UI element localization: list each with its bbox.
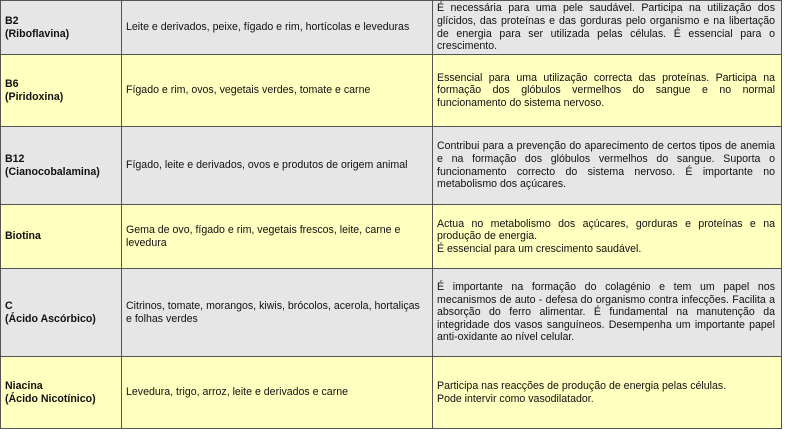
- vitamin-name-cell: [1, 269, 122, 357]
- function-cell: Essencial para uma utilização correcta das proteínas. Participa na formação dos glóbulos vermelhos do sangue e no normal funcionamento do sistema nervoso.: [433, 55, 782, 127]
- vitamin-name: B6: [5, 77, 19, 90]
- vitamin-name-cell: [1, 205, 122, 269]
- vitamin-name: Niacina: [5, 379, 43, 392]
- function-cell: [433, 205, 782, 269]
- vitamin-name: B12: [5, 152, 25, 165]
- function-text: É essencial para um crescimento saudável.: [437, 242, 642, 255]
- vitamin-name: C: [5, 299, 13, 312]
- table-row: [1, 127, 782, 205]
- vitamin-name-cell: [1, 55, 122, 127]
- function-cell: Contribui para a prevenção do aparecimento de certos tipos de anemia e na formação dos glóbulos vermelhos do sangue. Suporta o funcionamento correcto do sistema nervoso. É importante no metabolismo dos açúcares.: [433, 127, 782, 205]
- table-row: [1, 205, 782, 269]
- function-text: Pode intervir como vasodilatador.: [437, 392, 594, 405]
- food-sources-cell: Gema de ovo, fígado e rim, vegetais frescos, leite, carne e levedura: [122, 205, 433, 269]
- vitamin-chemical-name: (Ácido Nicotínico): [5, 392, 96, 405]
- food-sources-cell: Fígado, leite e derivados, ovos e produtos de origem animal: [122, 127, 433, 205]
- function-text: Participa nas reacções de produção de energia pelas células.: [437, 379, 727, 392]
- vitamin-name-cell: [1, 1, 122, 55]
- vitamin-chemical-name: (Ácido Ascórbico): [5, 312, 96, 325]
- function-text: Actua no metabolismo dos açúcares, gorduras e proteínas e na produção de energia.: [437, 217, 775, 243]
- table-row: [1, 357, 782, 429]
- function-cell: É necessária para uma pele saudável. Participa na utilização dos glícidos, das proteínas e das gorduras pelo organismo e na libertação de energia para ser utilizada pelas células. É essencial para o crescimento.: [433, 1, 782, 55]
- vitamin-name-cell: [1, 127, 122, 205]
- table-row: [1, 269, 782, 357]
- function-cell: [433, 357, 782, 429]
- vitamin-name: Biotina: [5, 230, 41, 243]
- function-cell: É importante na formação do colagénio e tem um papel nos mecanismos de auto - defesa do organismo contra infecções. Facilita a absorção do ferro alimentar. É fundamental na manutenção da integridade dos vasos sanguíneos. Desempenha um importante papel anti-oxidante ao nível celular.: [433, 269, 782, 357]
- vitamin-name-cell: [1, 357, 122, 429]
- food-sources-cell: Leite e derivados, peixe, fígado e rim, hortícolas e leveduras: [122, 1, 433, 55]
- food-sources-cell: Citrinos, tomate, morangos, kiwis, brócolos, acerola, hortaliças e folhas verdes: [122, 269, 433, 357]
- food-sources-cell: Fígado e rim, ovos, vegetais verdes, tomate e carne: [122, 55, 433, 127]
- table-row: [1, 1, 782, 55]
- vitamin-name: B2: [5, 14, 19, 27]
- table-row: [1, 55, 782, 127]
- vitamin-chemical-name: (Riboflavina): [5, 27, 70, 40]
- vitamin-chemical-name: (Piridoxina): [5, 90, 64, 103]
- vitamin-chemical-name: (Cianocobalamina): [5, 165, 100, 178]
- food-sources-cell: Levedura, trigo, arroz, leite e derivados e carne: [122, 357, 433, 429]
